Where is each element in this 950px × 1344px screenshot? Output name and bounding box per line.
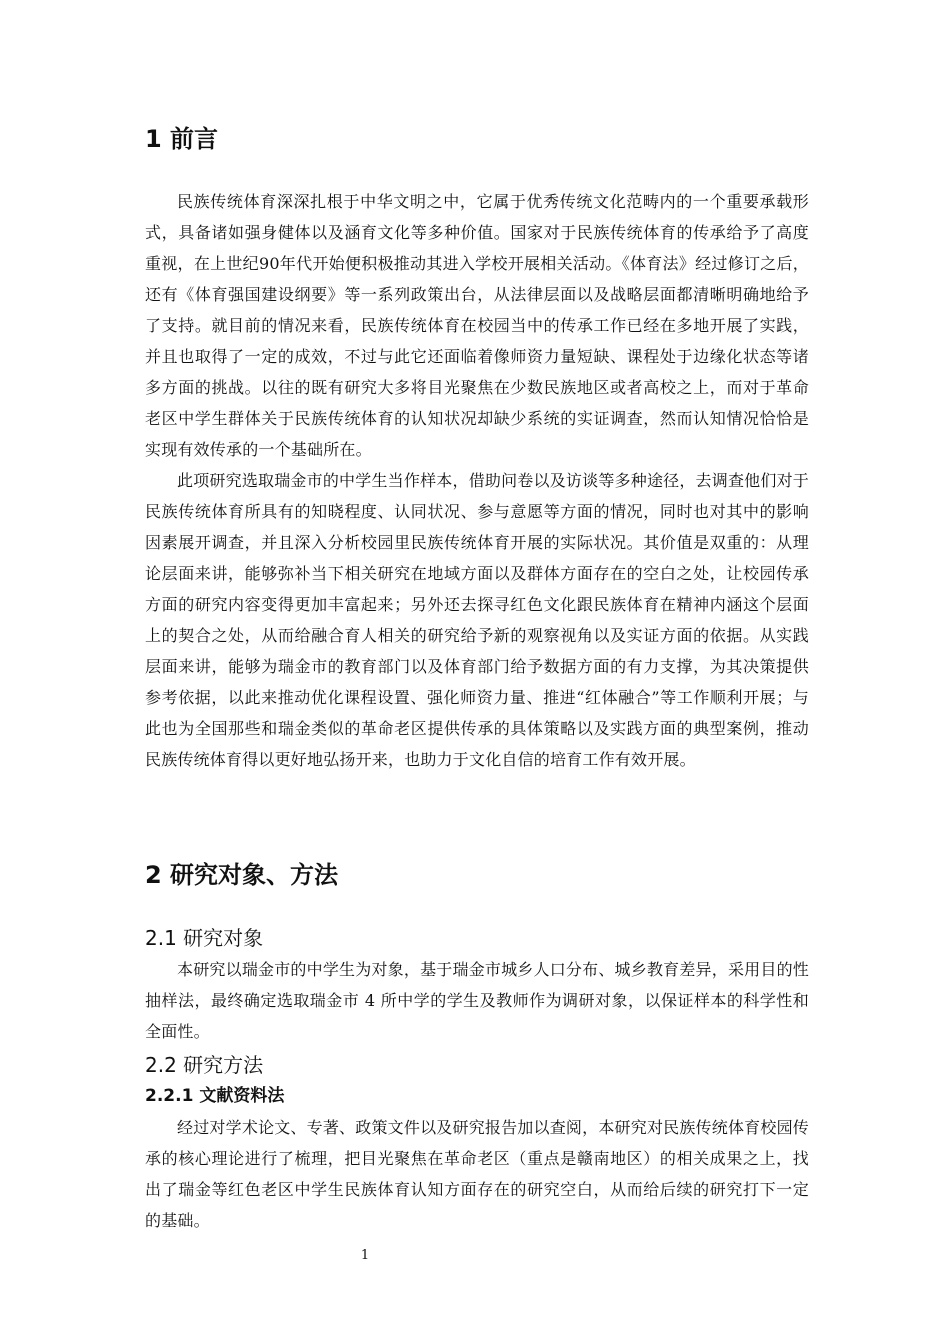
page-number: 1	[360, 1248, 370, 1263]
subjects-body	[145, 954, 809, 1047]
preface-body	[145, 186, 809, 775]
subsection-heading-research-methods: 2.2 研究方法	[145, 1053, 264, 1077]
preface-paragraph-2: 此项研究选取瑞金市的中学生当作样本，借助问卷以及访谈等多种途径，去调查他们对于民族传统体育所具有的知晓程度、认同状况、参与意愿等方面的情况，同时也对其中的影响因素展开调查，并且深入分析校园里民族传统体育开展的实际状况。其价值是双重的：从理论层面来讲，能够弥补当下相关研究在地域方面以及群体方面存在的空白之处，让校园传承方面的研究内容变得更加丰富起来；另外还去探寻红色文化跟民族体育在精神内涵这个层面上的契合之处，从而给融合育人相关的研究给予新的观察视角以及实证方面的依据。从实践层面来讲，能够为瑞金市的教育部门以及体育部门给予数据方面的有力支撑，为其决策提供参考依据，以此来推动优化课程设置、强化师资力量、推进“红体融合”等工作顺利开展；与此也为全国那些和瑞金类似的革命老区提供传承的具体策略以及实践方面的典型案例，推动民族传统体育得以更好地弘扬开来，也助力于文化自信的培育工作有效开展。	[145, 471, 809, 769]
subsection-heading-subjects: 2.1 研究对象	[145, 926, 264, 950]
section-heading-preface: 1 前言	[145, 125, 219, 153]
literature-review-body	[145, 1112, 809, 1236]
literature-review-paragraph: 经过对学术论文、专著、政策文件以及研究报告加以查阅，本研究对民族传统体育校园传承的核心理论进行了梳理，把目光聚焦在革命老区（重点是赣南地区）的相关成果之上，找出了瑞金等红色老区中学生民族体育认知方面存在的研究空白，从而给后续的研究打下一定的基础。	[145, 1118, 809, 1230]
subjects-paragraph: 本研究以瑞金市的中学生为对象，基于瑞金市城乡人口分布、城乡教育差异，采用目的性抽样法，最终确定选取瑞金市 4 所中学的学生及教师作为调研对象，以保证样本的科学性和全面性。	[145, 960, 809, 1041]
subsubsection-heading-literature-review: 2.2.1 文献资料法	[145, 1086, 285, 1106]
preface-paragraph-1: 民族传统体育深深扎根于中华文明之中，它属于优秀传统文化范畴内的一个重要承载形式，具备诸如强身健体以及涵育文化等多种价值。国家对于民族传统体育的传承给予了高度重视，在上世纪90年代开始便积极推动其进入学校开展相关活动。《体育法》经过修订之后，还有《体育强国建设纲要》等一系列政策出台，从法律层面以及战略层面都清晰明确地给予了支持。就目前的情况来看，民族传统体育在校园当中的传承工作已经在多地开展了实践，并且也取得了一定的成效，不过与此它还面临着像师资力量短缺、课程处于边缘化状态等诸多方面的挑战。以往的既有研究大多将目光聚焦在少数民族地区或者高校之上，而对于革命老区中学生群体关于民族传统体育的认知状况却缺少系统的实证调查，然而认知情况恰恰是实现有效传承的一个基础所在。	[145, 192, 809, 459]
section-heading-methods: 2 研究对象、方法	[145, 861, 339, 889]
